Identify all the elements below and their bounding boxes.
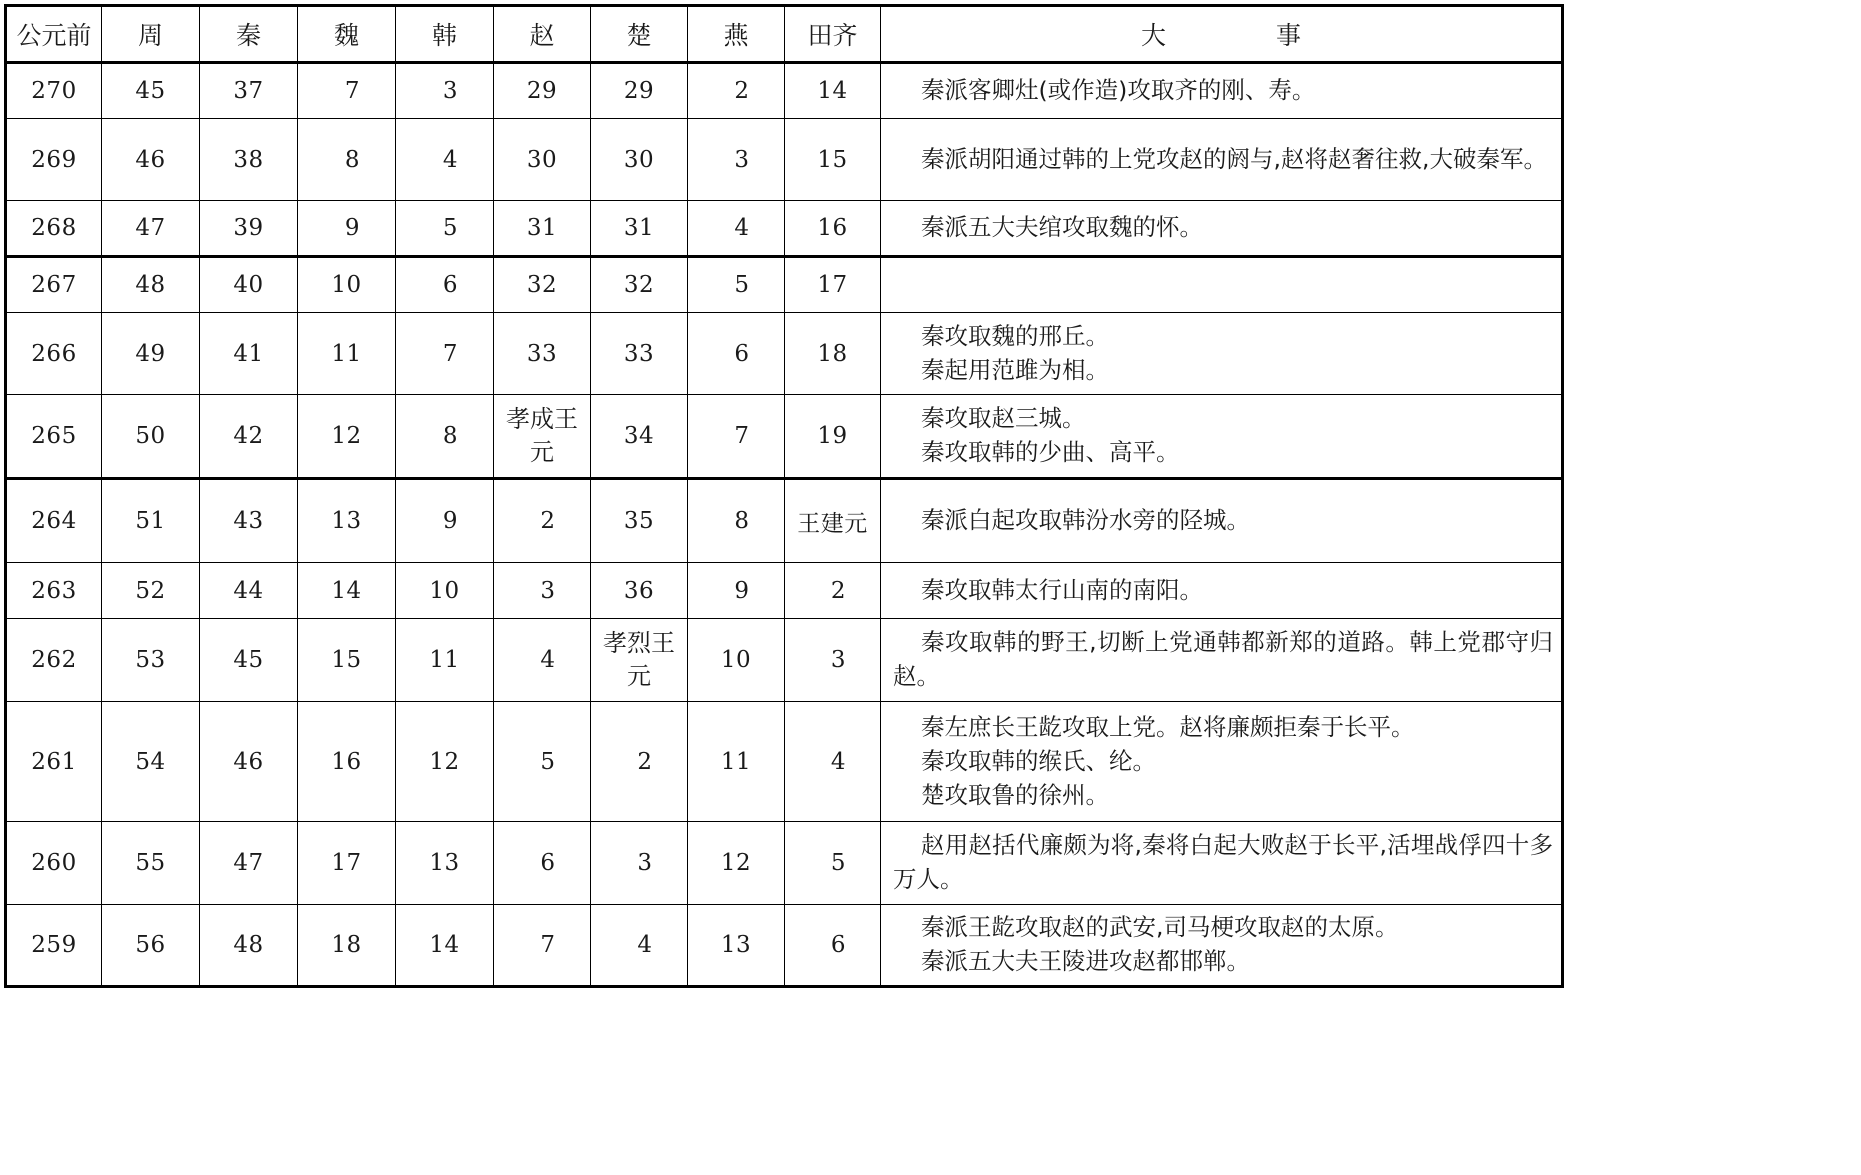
- cell-yan: 6: [688, 313, 785, 395]
- header-qin: 秦: [200, 6, 298, 63]
- cell-tianqi: 王建元: [785, 479, 881, 563]
- cell-events: [881, 905, 1563, 987]
- cell-zhou: 52: [102, 563, 200, 619]
- header-han: 韩: [396, 6, 494, 63]
- cell-qin: 47: [200, 822, 298, 905]
- cell-qin: 40: [200, 257, 298, 313]
- header-row: [6, 6, 1563, 63]
- header-yan: 燕: [688, 6, 785, 63]
- cell-zhou: 51: [102, 479, 200, 563]
- cell-han: 12: [396, 702, 494, 822]
- cell-tianqi: 16: [785, 201, 881, 257]
- table-row: [6, 702, 1563, 822]
- cell-zhou: 47: [102, 201, 200, 257]
- cell-han: 13: [396, 822, 494, 905]
- table-row: [6, 905, 1563, 987]
- cell-yan: 5: [688, 257, 785, 313]
- cell-chu: 29: [591, 63, 688, 119]
- cell-chu: 36: [591, 563, 688, 619]
- cell-zhou: 53: [102, 619, 200, 702]
- cell-han: 10: [396, 563, 494, 619]
- cell-tianqi: 5: [785, 822, 881, 905]
- event-line: 秦派王龁攻取赵的武安,司马梗攻取赵的太原。: [921, 913, 1399, 941]
- cell-tianqi: 6: [785, 905, 881, 987]
- cell-zhou: 55: [102, 822, 200, 905]
- cell-wei: 16: [298, 702, 396, 822]
- cell-han: 8: [396, 395, 494, 479]
- table-row: [6, 822, 1563, 905]
- table-row: [6, 479, 1563, 563]
- cell-wei: 9: [298, 201, 396, 257]
- cell-han: 7: [396, 313, 494, 395]
- cell-tianqi: 14: [785, 63, 881, 119]
- event-line: 秦攻取赵三城。: [921, 404, 1086, 432]
- cell-chu: 32: [591, 257, 688, 313]
- event-line: 秦攻取魏的邢丘。: [921, 321, 1109, 350]
- cell-tianqi: 4: [785, 702, 881, 822]
- cell-yan: 11: [688, 702, 785, 822]
- header-wei: 魏: [298, 6, 396, 63]
- cell-zhao: 孝成王元: [494, 395, 591, 479]
- cell-zhao: 29: [494, 63, 591, 119]
- cell-zhao: 7: [494, 905, 591, 987]
- cell-zhao: 4: [494, 619, 591, 702]
- cell-events: [881, 479, 1563, 563]
- cell-han: 4: [396, 119, 494, 201]
- event-line: 秦攻取韩的缑氏、纶。: [921, 746, 1156, 775]
- cell-yan: 13: [688, 905, 785, 987]
- cell-events: [881, 563, 1563, 619]
- cell-qin: 43: [200, 479, 298, 563]
- event-line: 秦派白起攻取韩汾水旁的陉城。: [921, 506, 1250, 534]
- event-line: 秦派五大夫绾攻取魏的怀。: [921, 213, 1203, 241]
- cell-events: [881, 395, 1563, 479]
- cell-zhou: 54: [102, 702, 200, 822]
- cell-tianqi: 19: [785, 395, 881, 479]
- cell-yan: 12: [688, 822, 785, 905]
- cell-events: [881, 619, 1563, 702]
- cell-wei: 15: [298, 619, 396, 702]
- cell-events: [881, 702, 1563, 822]
- cell-qin: 38: [200, 119, 298, 201]
- event-line: 秦派胡阳通过韩的上党攻赵的阏与,赵将赵奢往救,大破秦军。: [921, 144, 1547, 173]
- table-row: [6, 201, 1563, 257]
- cell-yan: 4: [688, 201, 785, 257]
- table-row: [6, 563, 1563, 619]
- table-body: [6, 63, 1563, 987]
- cell-events: [881, 257, 1563, 313]
- cell-zhao: 33: [494, 313, 591, 395]
- event-line: 秦左庶长王龁攻取上党。赵将廉颇拒秦于长平。: [921, 712, 1415, 741]
- cell-year: 269: [6, 119, 102, 201]
- cell-events: [881, 822, 1563, 905]
- cell-wei: 12: [298, 395, 396, 479]
- cell-qin: 37: [200, 63, 298, 119]
- table-row: [6, 395, 1563, 479]
- cell-chu: 30: [591, 119, 688, 201]
- cell-wei: 17: [298, 822, 396, 905]
- cell-year: 261: [6, 702, 102, 822]
- cell-zhao: 32: [494, 257, 591, 313]
- header-chu: 楚: [591, 6, 688, 63]
- event-line: 秦攻取韩太行山南的南阳。: [921, 575, 1203, 604]
- cell-wei: 8: [298, 119, 396, 201]
- cell-zhao: 6: [494, 822, 591, 905]
- cell-yan: 9: [688, 563, 785, 619]
- event-line: 秦派客卿灶(或作造)攻取齐的刚、寿。: [921, 76, 1316, 104]
- cell-qin: 48: [200, 905, 298, 987]
- header-events-char-2: 事: [1276, 21, 1302, 50]
- cell-zhao: 31: [494, 201, 591, 257]
- cell-wei: 7: [298, 63, 396, 119]
- event-line: 秦起用范雎为相。: [921, 355, 1109, 384]
- chronology-table: [4, 4, 1564, 988]
- event-line: 秦派五大夫王陵进攻赵都邯郸。: [921, 947, 1250, 975]
- cell-qin: 42: [200, 395, 298, 479]
- cell-wei: 10: [298, 257, 396, 313]
- table-row: [6, 257, 1563, 313]
- header-year: 公元前: [6, 6, 102, 63]
- cell-zhou: 56: [102, 905, 200, 987]
- cell-zhao: 5: [494, 702, 591, 822]
- event-line: 赵用赵括代廉颇为将,秦将白起大败赵于长平,活埋战俘四十多万人。: [893, 831, 1553, 893]
- table-row: [6, 313, 1563, 395]
- cell-year: 265: [6, 395, 102, 479]
- cell-events: [881, 201, 1563, 257]
- cell-qin: 41: [200, 313, 298, 395]
- cell-qin: 46: [200, 702, 298, 822]
- cell-chu: 3: [591, 822, 688, 905]
- header-zhou: 周: [102, 6, 200, 63]
- cell-yan: 3: [688, 119, 785, 201]
- cell-yan: 8: [688, 479, 785, 563]
- cell-events: [881, 313, 1563, 395]
- cell-year: 260: [6, 822, 102, 905]
- cell-wei: 11: [298, 313, 396, 395]
- event-line: 秦攻取韩的少曲、高平。: [921, 438, 1180, 466]
- cell-chu: 33: [591, 313, 688, 395]
- table-row: [6, 63, 1563, 119]
- cell-zhao: 30: [494, 119, 591, 201]
- cell-year: 267: [6, 257, 102, 313]
- cell-year: 270: [6, 63, 102, 119]
- event-line: 楚攻取鲁的徐州。: [921, 780, 1109, 809]
- cell-tianqi: 2: [785, 563, 881, 619]
- cell-zhou: 46: [102, 119, 200, 201]
- cell-yan: 10: [688, 619, 785, 702]
- cell-events: [881, 63, 1563, 119]
- cell-zhou: 49: [102, 313, 200, 395]
- table-row: [6, 619, 1563, 702]
- header-tianqi: 田齐: [785, 6, 881, 63]
- cell-year: 263: [6, 563, 102, 619]
- cell-wei: 18: [298, 905, 396, 987]
- cell-chu: 35: [591, 479, 688, 563]
- cell-qin: 44: [200, 563, 298, 619]
- cell-year: 266: [6, 313, 102, 395]
- cell-qin: 45: [200, 619, 298, 702]
- cell-yan: 7: [688, 395, 785, 479]
- cell-chu: 34: [591, 395, 688, 479]
- cell-zhao: 3: [494, 563, 591, 619]
- cell-wei: 14: [298, 563, 396, 619]
- cell-year: 259: [6, 905, 102, 987]
- event-line: 秦攻取韩的野王,切断上党通韩都新郑的道路。韩上党郡守归赵。: [893, 628, 1553, 690]
- cell-zhou: 50: [102, 395, 200, 479]
- cell-chu: 孝烈王元: [591, 619, 688, 702]
- cell-year: 264: [6, 479, 102, 563]
- table-row: [6, 119, 1563, 201]
- cell-yan: 2: [688, 63, 785, 119]
- cell-year: 268: [6, 201, 102, 257]
- cell-tianqi: 18: [785, 313, 881, 395]
- cell-year: 262: [6, 619, 102, 702]
- cell-han: 9: [396, 479, 494, 563]
- cell-zhao: 2: [494, 479, 591, 563]
- cell-tianqi: 17: [785, 257, 881, 313]
- cell-tianqi: 15: [785, 119, 881, 201]
- cell-chu: 4: [591, 905, 688, 987]
- cell-chu: 31: [591, 201, 688, 257]
- header-zhao: 赵: [494, 6, 591, 63]
- cell-zhou: 45: [102, 63, 200, 119]
- cell-han: 14: [396, 905, 494, 987]
- cell-wei: 13: [298, 479, 396, 563]
- cell-chu: 2: [591, 702, 688, 822]
- cell-events: [881, 119, 1563, 201]
- cell-han: 3: [396, 63, 494, 119]
- cell-han: 11: [396, 619, 494, 702]
- cell-tianqi: 3: [785, 619, 881, 702]
- header-events: [881, 6, 1563, 63]
- cell-qin: 39: [200, 201, 298, 257]
- header-events-char-1: 大: [1140, 21, 1166, 50]
- cell-han: 6: [396, 257, 494, 313]
- cell-han: 5: [396, 201, 494, 257]
- cell-zhou: 48: [102, 257, 200, 313]
